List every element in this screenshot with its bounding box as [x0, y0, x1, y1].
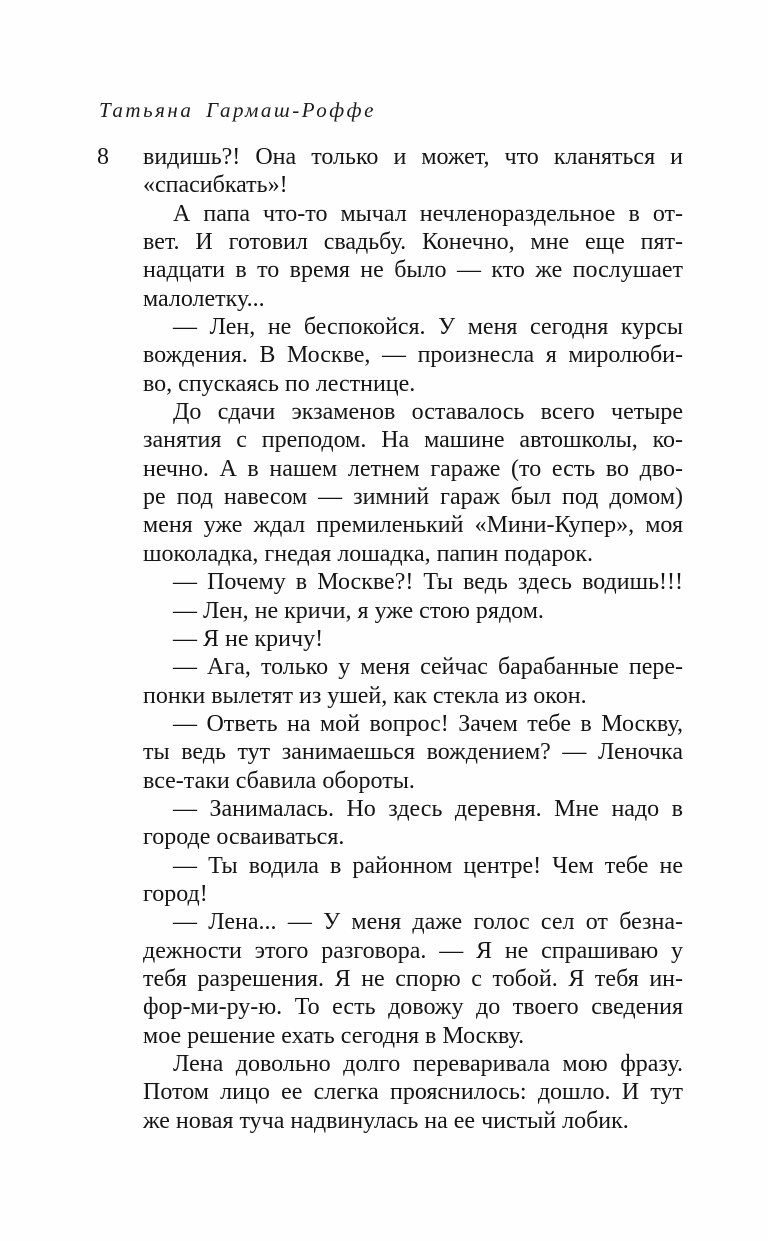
text-line: — Я не кричу!	[173, 625, 324, 652]
text-line: фор-ми-ру-ю. То есть довожу до твоего сведения	[143, 994, 683, 1021]
text-line: малолетку...	[143, 285, 265, 312]
text-line: До сдачи экзаменов оставалось всего четыре	[173, 399, 683, 426]
text-line: тебя разрешения. Я не спорю с тобой. Я тебя ин-	[143, 965, 683, 992]
text-line: же новая туча надвинулась на ее чистый лобик.	[143, 1107, 629, 1134]
page-number: 8	[97, 144, 109, 170]
text-line: вет. И готовил свадьбу. Конечно, мне еще пят-	[143, 229, 683, 256]
text-line: Лена довольно долго переваривала мою фразу.	[173, 1051, 683, 1077]
text-line: надцати в то время не было — кто же послушает	[143, 257, 683, 284]
text-line: вождения. В Москве, — произнесла я миролюби-	[143, 342, 683, 369]
text-line: Потом лицо ее слегка прояснилось: дошло. И тут	[143, 1079, 683, 1106]
text-line: видишь?! Она только и может, что кланяться и	[143, 144, 683, 170]
text-line: — Ты водила в районном центре! Чем тебе не	[173, 852, 683, 879]
text-line: во, спускаясь по лестнице.	[143, 370, 416, 397]
text-line: ре под навесом — зимний гараж был под домом)	[143, 484, 683, 511]
text-line: — Лен, не беспокойся. У меня сегодня курсы	[173, 314, 683, 341]
text-line: — Ответь на мой вопрос! Зачем тебе в Москву,	[173, 710, 683, 737]
text-block	[143, 143, 683, 1135]
text-line: А папа что-то мычал нечленораздельное в от-	[173, 200, 683, 227]
text-line: занятия с преподом. На машине автошколы, ко-	[143, 427, 683, 454]
text-line: дежности этого разговора. — Я не спрашиваю у	[143, 937, 683, 964]
text-line: городе осваиваться.	[143, 824, 345, 851]
text-line: — Почему в Москве?! Ты ведь здесь водишь!!!	[173, 569, 683, 596]
text-line: — Ага, только у меня сейчас барабанные пере-	[173, 654, 683, 681]
text-line: «спасибкать»!	[143, 172, 288, 199]
text-line: понки вылетят из ушей, как стекла из окон.	[143, 682, 587, 709]
text-line: — Занималась. Но здесь деревня. Мне надо в	[173, 795, 683, 822]
text-line: — Лен, не кричи, я уже стою рядом.	[173, 597, 544, 624]
text-line: все-таки сбавила обороты.	[143, 767, 415, 794]
text-line: мое решение ехать сегодня в Москву.	[143, 1022, 525, 1049]
text-line: ты ведь тут занимаешься вождением? — Леночка	[143, 739, 683, 766]
text-line: меня уже ждал премиленький «Мини-Купер», моя	[143, 512, 683, 539]
text-line: — Лена... — У меня даже голос сел от безна-	[173, 909, 683, 936]
text-line: город!	[143, 880, 208, 907]
text-line: нечно. А в нашем летнем гараже (то есть во дво-	[143, 455, 683, 482]
text-line: шоколадка, гнедая лошадка, папин подарок.	[143, 540, 593, 567]
running-header-author: Татьяна Гармаш-Роффе	[99, 98, 376, 122]
